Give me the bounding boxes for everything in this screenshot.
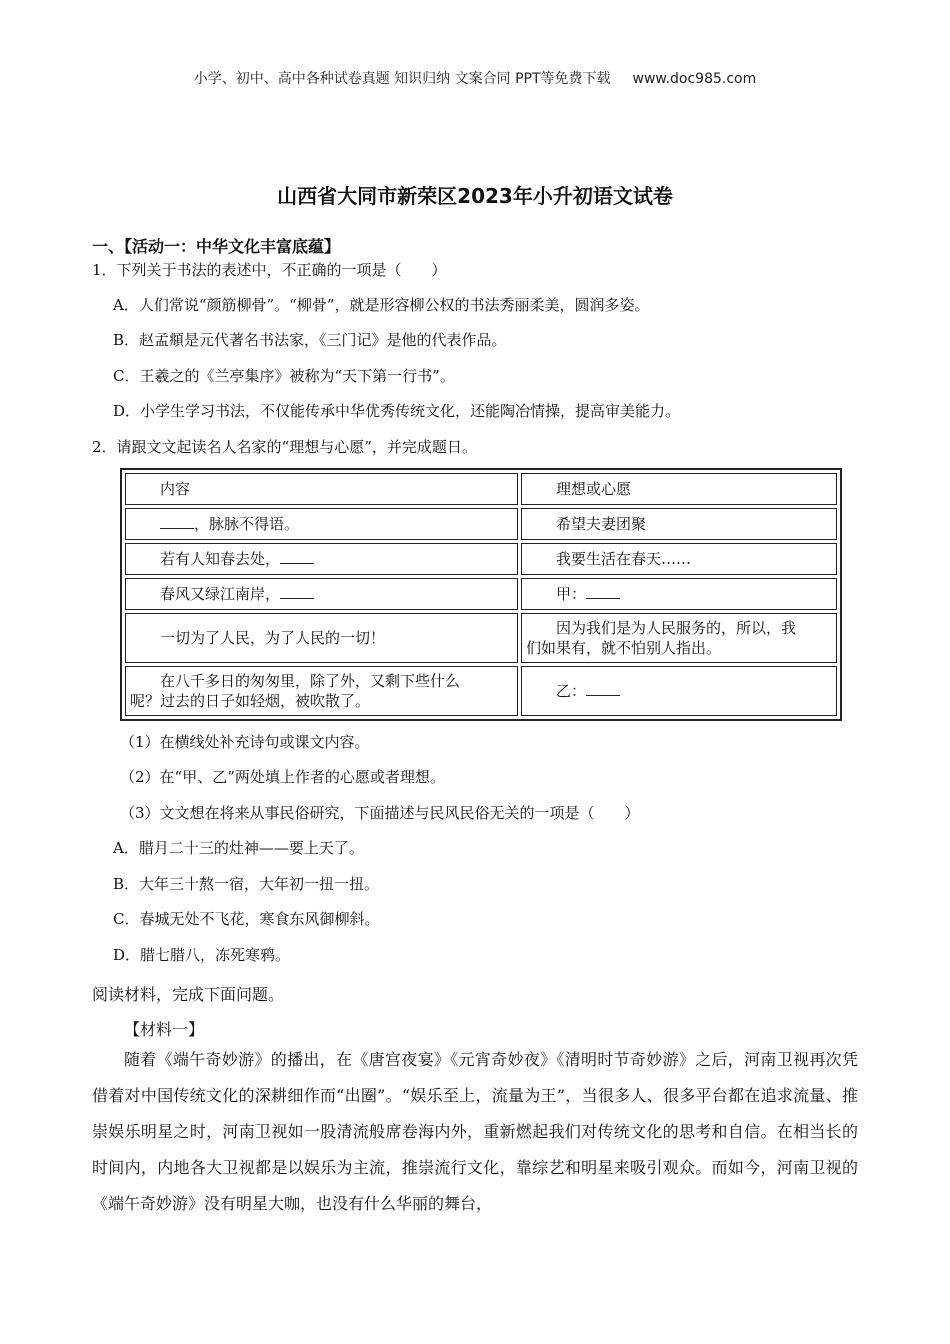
q1-option-a: A．人们常说“颜筋柳骨”。“柳骨”，就是形容柳公权的书法秀丽柔美，圆润多姿。 bbox=[113, 296, 650, 314]
ideal-wish-table bbox=[120, 468, 842, 721]
table-cell-wish: 希望夫妻团聚 bbox=[521, 508, 837, 540]
table-cell-wish: 乙： bbox=[521, 666, 837, 716]
q2-sub-3: （3）文文想在将来从事民俗研究，下面描述与民风民俗无关的一项是（ ） bbox=[120, 804, 640, 822]
table-cell-wish: 因为我们是为人民服务的，所以，我 们如果有，就不怕别人指出。 bbox=[521, 613, 837, 663]
table-cell-content: 一切为了人民，为了人民的一切！ bbox=[125, 613, 518, 663]
table-row bbox=[125, 578, 837, 610]
q2-option-c: C．春城无处不飞花，寒食东风御柳斜。 bbox=[113, 910, 380, 928]
q2-sub-2: （2）在“甲、乙”两处填上作者的心愿或者理想。 bbox=[120, 768, 445, 786]
material-paragraph: 随着《端午奇妙游》的播出，在《唐宫夜宴》《元宵奇妙夜》《清明时节奇妙游》之后，河南卫视再次凭借着对中国传统文化的深耕细作而“出圈”。“娱乐至上，流量为王”，当很多人、很多平台都在追求流量、推崇娱乐明星之时，河南卫视如一股清流般席卷海内外，重新燃起我们对传统文化的思考和自信。在相当长的时间内，内地各大卫视都是以娱乐为主流，推崇流行文化，靠综艺和明星来吸引观众。而如今，河南卫视的《端午奇妙游》没有明星大咖，也没有什么华丽的舞台， bbox=[92, 1050, 858, 1213]
reading-intro: 阅读材料，完成下面问题。 bbox=[92, 985, 285, 1004]
table-cell-content: 春风又绿江南岸， bbox=[125, 578, 518, 610]
q2-option-d: D．腊七腊八，冻死寒鸦。 bbox=[113, 946, 291, 964]
answer-blank-yi[interactable] bbox=[586, 681, 620, 696]
table-cell-content: 若有人知春去处， bbox=[125, 543, 518, 575]
table-cell-wish: 甲： bbox=[521, 578, 837, 610]
table-cell-wish: 我要生活在春天…… bbox=[521, 543, 837, 575]
header-site: www.doc985.com bbox=[632, 71, 757, 87]
answer-blank-jia[interactable] bbox=[586, 584, 620, 599]
q2-option-a: A．腊月二十三的灶神——要上天了。 bbox=[113, 839, 364, 857]
table-cell-content: 在八千多日的匆匆里，除了外，又剩下些什么 呢？过去的日子如轻烟，被吹散了。 bbox=[125, 666, 518, 716]
table-header-row bbox=[125, 473, 837, 505]
answer-blank[interactable] bbox=[280, 584, 314, 599]
table-cell-content: ，脉脉不得语。 bbox=[125, 508, 518, 540]
page-header bbox=[0, 68, 950, 88]
header-text: 小学、初中、高中各种试卷真题 知识归纳 文案合同 PPT等免费下载 bbox=[193, 71, 611, 87]
question-2-stem: 2．请跟文文起读名人名家的“理想与心愿”，并完成题日。 bbox=[92, 438, 477, 456]
table-row bbox=[125, 666, 837, 716]
section-heading: 一、【活动一：中华文化丰富底蕴】 bbox=[92, 237, 341, 256]
q1-option-c: C．王羲之的《兰亭集序》被称为“天下第一行书”。 bbox=[113, 367, 455, 385]
question-1-stem: 1．下列关于书法的表述中，不正确的一项是（ ） bbox=[92, 261, 447, 279]
q1-option-d: D．小学生学习书法，不仅能传承中华优秀传统文化，还能陶冶情操，提高审美能力。 bbox=[113, 402, 681, 420]
table-row bbox=[125, 543, 837, 575]
table-header-wish: 理想或心愿 bbox=[521, 473, 837, 505]
table-row bbox=[125, 613, 837, 663]
material-label: 【材料一】 bbox=[124, 1020, 205, 1039]
answer-blank[interactable] bbox=[280, 549, 314, 564]
exam-title: 山西省大同市新荣区2023年小升初语文试卷 bbox=[277, 184, 673, 208]
q1-option-b: B．赵孟頫是元代著名书法家，《三门记》是他的代表作品。 bbox=[113, 331, 507, 349]
q2-sub-1: （1）在横线处补充诗句或课文内容。 bbox=[120, 733, 370, 751]
table-header-content: 内容 bbox=[125, 473, 518, 505]
table-row bbox=[125, 508, 837, 540]
answer-blank[interactable] bbox=[160, 514, 194, 529]
q2-option-b: B．大年三十熬一宿，大年初一扭一扭。 bbox=[113, 875, 380, 893]
